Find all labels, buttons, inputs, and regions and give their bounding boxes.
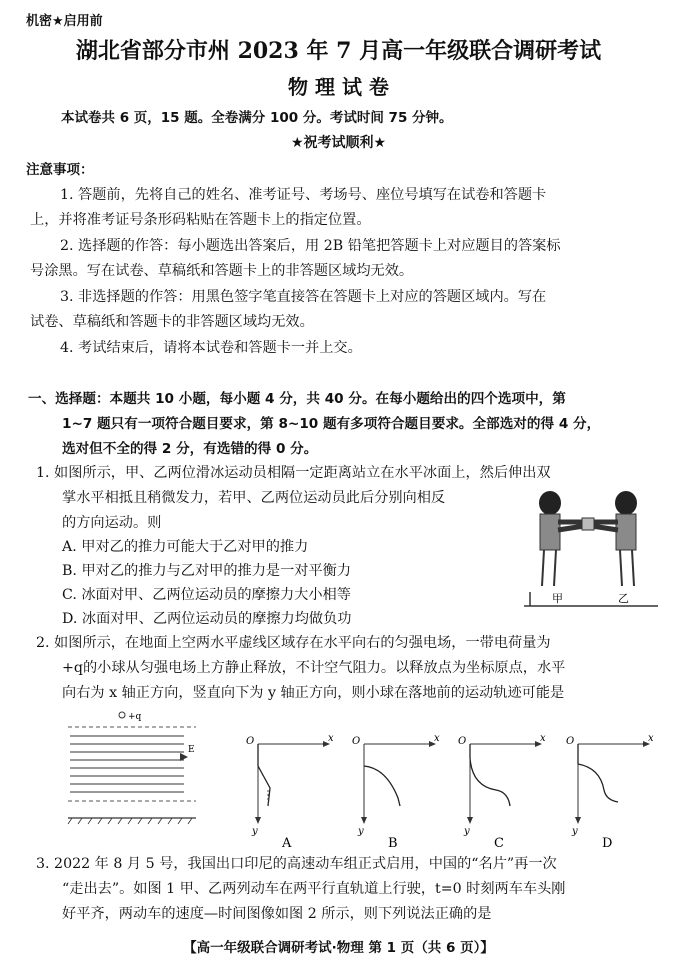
section-rule: 选对但不全的得 2 分，有选错的得 0 分。: [62, 441, 318, 457]
section-heading: 一、选择题：本题共 10 小题，每小题 4 分，共 40 分。在每小题给出的四个选项中，第: [28, 391, 566, 407]
q3-stem: 好平齐，两动车的速度—时间图像如图 2 所示，则下列说法正确的是: [62, 906, 492, 922]
trajectory-choice-c: [456, 734, 546, 852]
origin-label: O: [458, 736, 467, 747]
q1-stem: 掌水平相抵且稍微发力，若甲、乙两位运动员此后分别向相反: [62, 490, 446, 506]
q1-stem: 的方向运动。则: [62, 515, 162, 531]
q1-option-c: C. 冰面对甲、乙两位运动员的摩擦力大小相等: [62, 587, 351, 603]
choice-label-d: D: [602, 836, 613, 851]
skaters-figure: [522, 488, 662, 610]
field-label: E: [188, 745, 195, 755]
q1-option-d: D. 冰面对甲、乙两位运动员的摩擦力均做负功: [62, 611, 352, 627]
trajectory-choice-b: [350, 734, 440, 852]
note-line: 1. 答题前，先将自己的姓名、准考证号、考场号、座位号填写在试卷和答题卡: [60, 187, 547, 203]
note-line: 2. 选择题的作答：每小题选出答案后，用 2B 铅笔把答题卡上对应题目的答案标: [60, 238, 561, 254]
origin-label: O: [566, 736, 575, 747]
x-axis-label: x: [648, 734, 654, 744]
choice-label-a: A: [282, 836, 292, 851]
choice-label-c: C: [494, 836, 504, 851]
note-line: 试卷、草稿纸和答题卡的非答题区域均无效。: [30, 314, 314, 330]
y-axis-label: y: [252, 826, 258, 837]
note-line: 号涂黑。写在试卷、草稿纸和答题卡上的非答题区域均无效。: [30, 263, 414, 279]
exam-info: 本试卷共 6 页，15 题。全卷满分 100 分。考试时间 75 分钟。: [61, 110, 453, 126]
choice-label-b: B: [388, 836, 398, 851]
q3-stem: 3. 2022 年 8 月 5 号，我国出口印尼的高速动车组正式启用，中国的“名片”再一次: [36, 856, 557, 872]
y-axis-label: y: [358, 826, 364, 837]
exam-wish: ★祝考试顺利★: [290, 135, 387, 151]
q2-stem: 2. 如图所示，在地面上空两水平虚线区域存在水平向右的匀强电场，一带电荷量为: [36, 635, 551, 651]
x-axis-label: x: [434, 734, 440, 744]
label-yi: 乙: [618, 592, 629, 605]
section-rule: 1~7 题只有一项符合题目要求，第 8~10 题有多项符合题目要求。全部选对的得 4 分，: [62, 416, 601, 432]
confidential-mark: 机密★启用前: [26, 14, 103, 29]
y-axis-label: y: [464, 826, 470, 837]
trajectory-choice-a: [244, 734, 334, 852]
note-line: 4. 考试结束后，请将本试卷和答题卡一并上交。: [60, 340, 362, 356]
exam-title: 湖北省部分市州 2023 年 7 月高一年级联合调研考试: [75, 38, 602, 64]
note-line: 上，并将准考证号条形码粘贴在答题卡上的指定位置。: [30, 212, 371, 228]
trajectory-choice-d: [564, 734, 654, 852]
charge-label: +q: [128, 712, 142, 722]
x-axis-label: x: [540, 734, 546, 744]
exam-subtitle: 物 理 试 卷: [288, 75, 389, 99]
q2-stem: 向右为 x 轴正方向，竖直向下为 y 轴正方向，则小球在落地前的运动轨迹可能是: [62, 685, 565, 701]
q2-stem: +q的小球从匀强电场上方静止释放，不计空气阻力。以释放点为坐标原点，水平: [62, 660, 566, 676]
label-jia: 甲: [552, 592, 563, 605]
notes-heading: 注意事项：: [26, 162, 94, 178]
note-line: 3. 非选择题的作答：用黑色签字笔直接答在答题卡上对应的答题区域内。写在: [60, 289, 547, 305]
field-lines: [70, 736, 184, 792]
x-axis-label: x: [328, 734, 334, 744]
origin-label: O: [246, 736, 255, 747]
y-axis-label: y: [572, 826, 578, 837]
q1-stem: 1. 如图所示，甲、乙两位滑冰运动员相隔一定距离站立在水平冰面上，然后伸出双: [36, 465, 551, 481]
field-figure: [64, 706, 200, 826]
q1-option-a: A. 甲对乙的推力可能大于乙对甲的推力: [62, 539, 309, 555]
q3-stem: “走出去”。如图 1 甲、乙两列动车在两平行直轨道上行驶，t=0 时刻两车车头刚: [62, 881, 566, 897]
origin-label: O: [352, 736, 361, 747]
q1-option-b: B. 甲对乙的推力与乙对甲的推力是一对平衡力: [62, 563, 352, 579]
page-footer: 【高一年级联合调研考试·物理 第 1 页（共 6 页）】: [183, 940, 494, 956]
